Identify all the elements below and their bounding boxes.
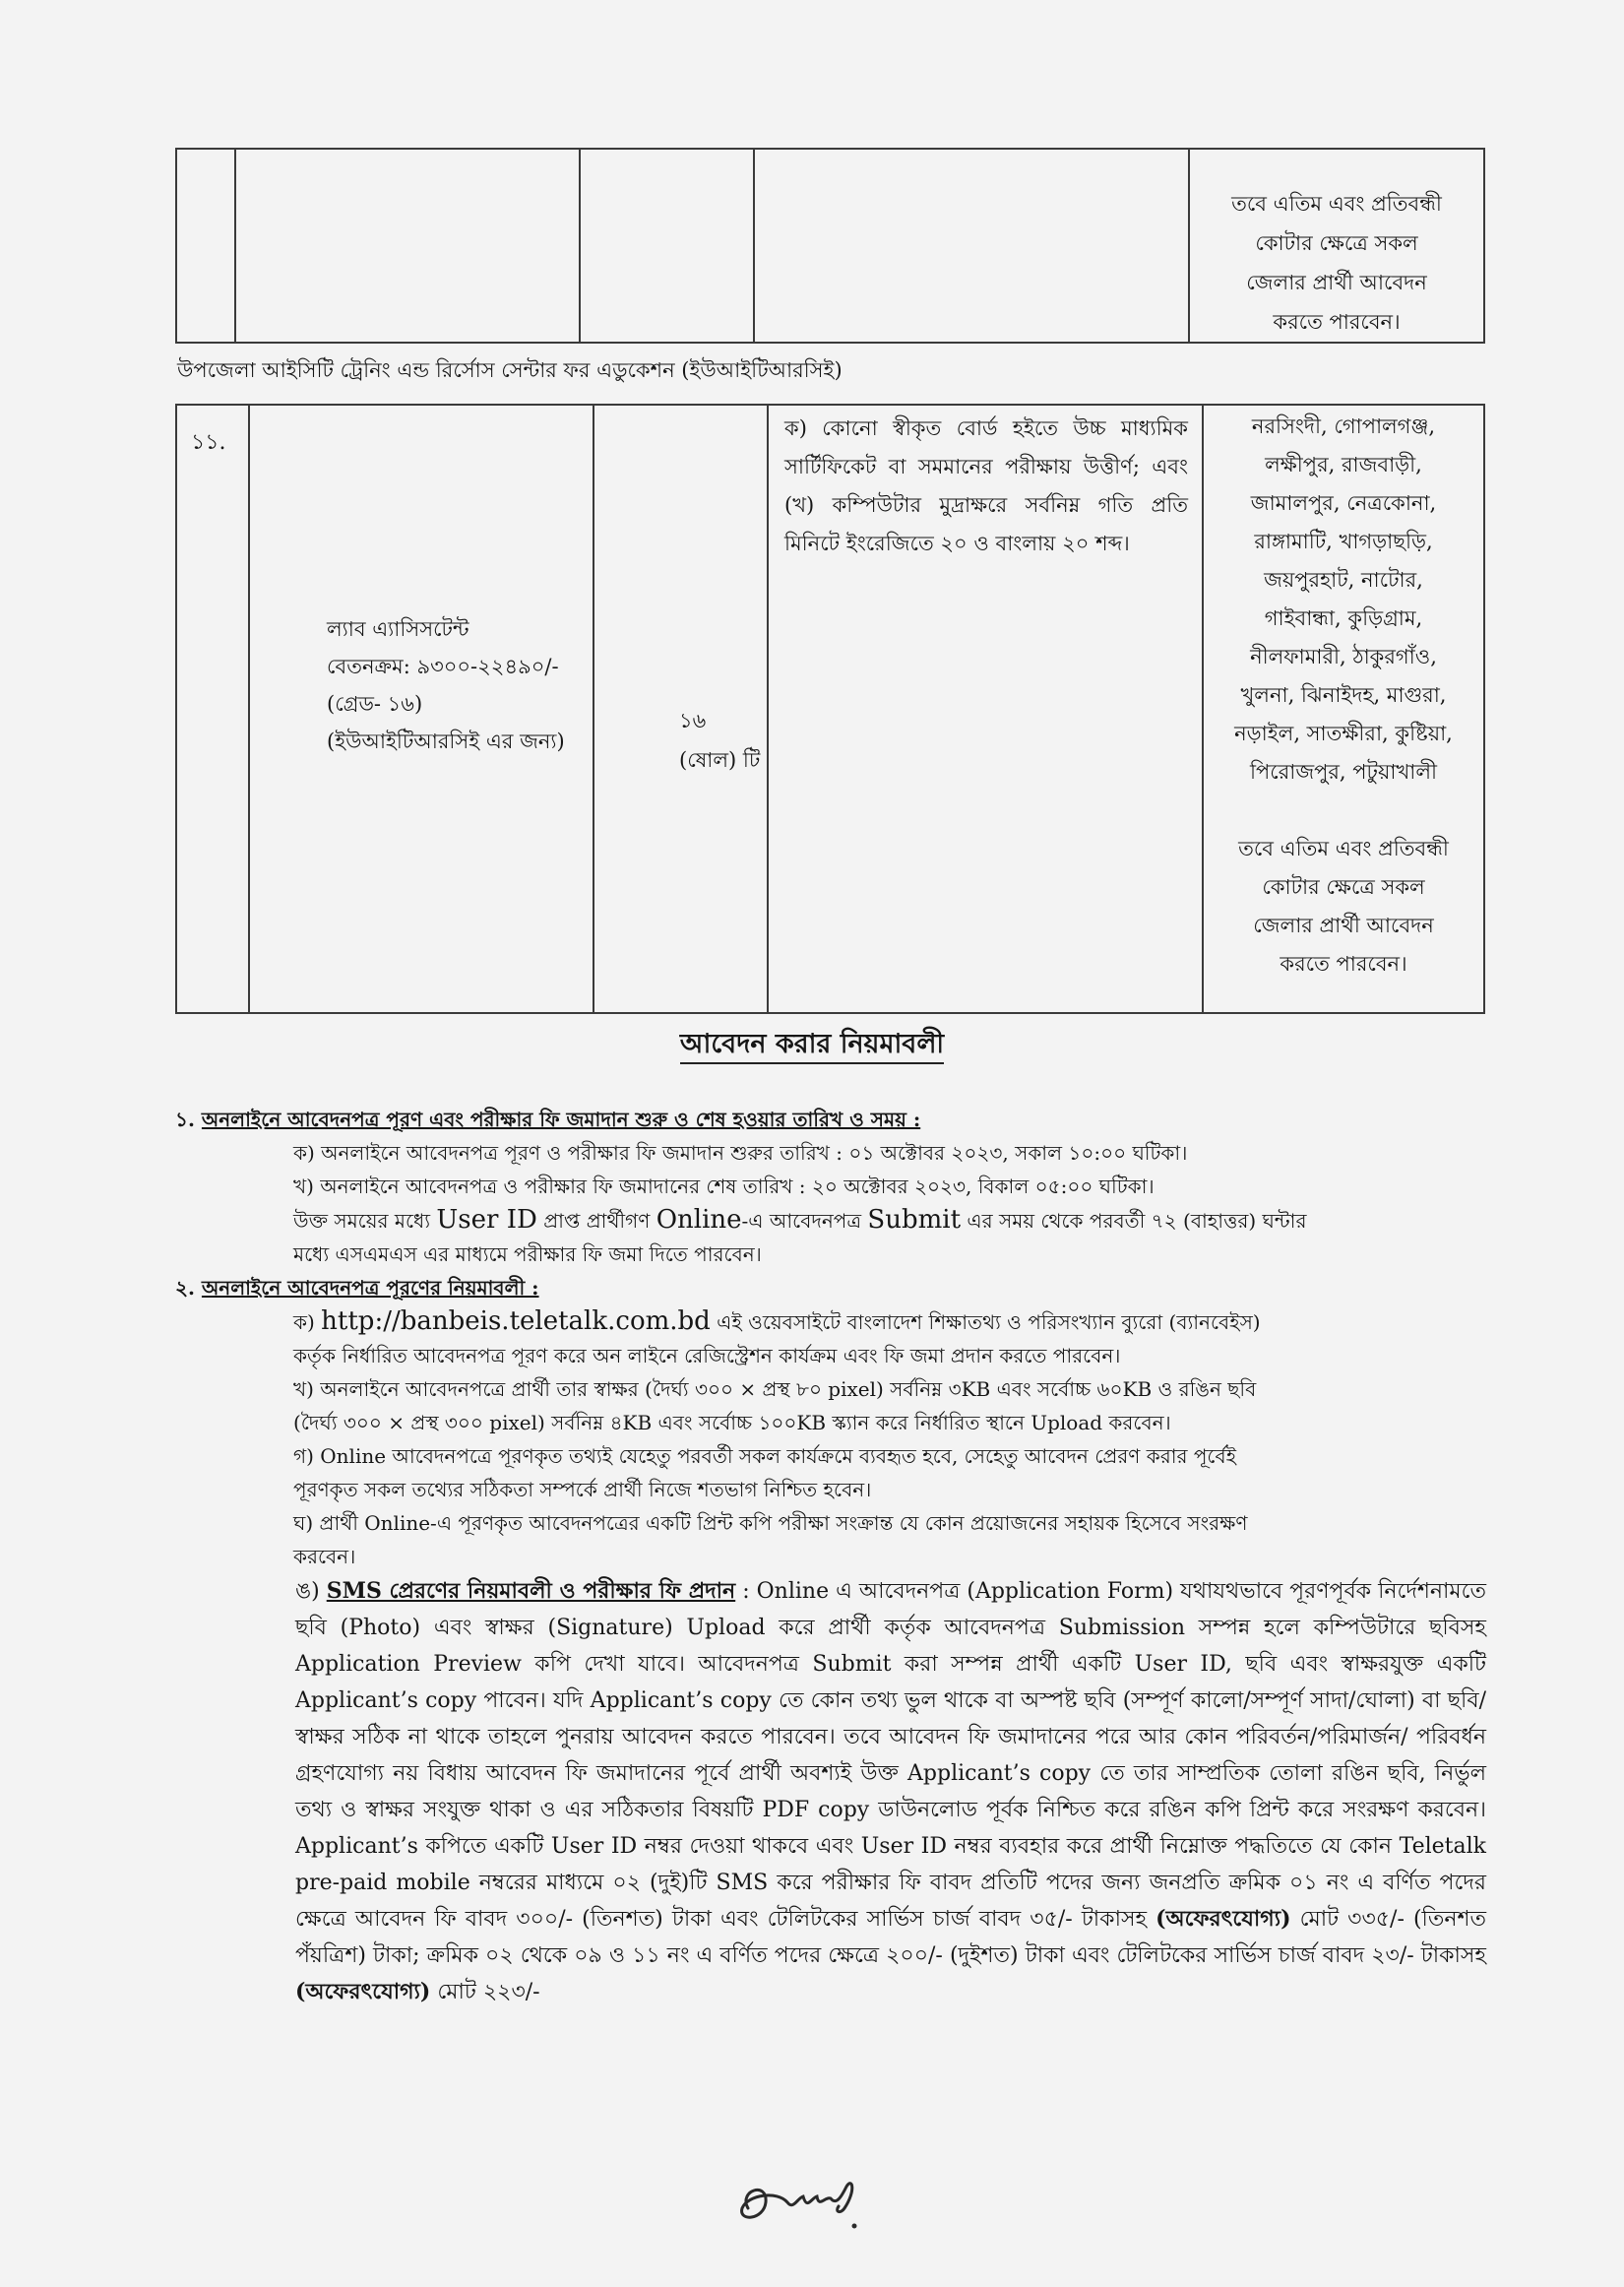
qualification-cell: ক) কোনো স্বীকৃত বোর্ড হইতে উচ্চ মাধ্যমিক সার্টিফিকেট বা সমমানের পরীক্ষায় উত্তীর্ণ; এবং (খ) কম্পিউটার মুদ্রাক্ষরে সর্বনিম্ন গতি প্রতি মিনিটে ইংরেজিতে ২০ ও বাংলায় ২০ শব্দ। [768, 405, 1203, 1013]
posts-table-continuation [175, 148, 1485, 344]
rule-1-title: ১. অনলাইনে আবেদনপত্র পূরণ এবং পরীক্ষার ফি জমাদান শুরু ও শেষ হওয়ার তারিখ ও সময় : [175, 1108, 921, 1131]
rule-2-d: ঘ) প্রার্থী Online-এ পূরণকৃত আবেদনপত্রের একটি প্রিন্ট কপি পরীক্ষা সংক্রান্ত যে কোন প্রয়োজনের সহায়ক হিসেবে সংরক্ষণ [293, 1511, 1248, 1535]
posts-table [175, 404, 1485, 1014]
district-line: নরসিংদী, গোপালগঞ্জ, [1251, 414, 1436, 438]
post-line: (ইউআইটিআরসিই এর জন্য) [327, 730, 565, 753]
note-line: তবে এতিম এবং প্রতিবন্ধী [1231, 192, 1442, 216]
district-line: খুলনা, ঝিনাইদহ, মাগুরা, [1240, 683, 1447, 707]
rule-2-a: ক) http://banbeis.teletalk.com.bd এই ওয়েবসাইটে বাংলাদেশ শিক্ষাতথ্য ও পরিসংখ্যান ব্যুরো (ব্যানবেইস) [293, 1306, 1261, 1336]
district-line: জামালপুর, নেত্রকোনা, [1250, 491, 1437, 515]
district-note [1214, 830, 1473, 984]
district-line: গাইবান্ধা, কুড়িগ্রাম, [1264, 606, 1423, 630]
rule-1-a: ক) অনলাইনে আবেদনপত্র পূরণ ও পরীক্ষার ফি জমাদান শুরুর তারিখ : ০১ অক্টোবর ২০২৩, সকাল ১০:০০ ঘটিকা। [293, 1141, 1188, 1165]
rule-2-a-cont: কর্তৃক নির্ধারিত আবেদনপত্র পূরণ করে অন লাইনে রেজিস্ট্রেশন কার্যক্রম এবং ফি জমা প্রদান করতে পারবেন। [293, 1344, 1121, 1367]
note-line: করতে পারবেন। [1273, 310, 1401, 334]
note-line: তবে এতিম এবং প্রতিবন্ধী [1238, 837, 1449, 860]
note-line: কোটার ক্ষেত্রে সকল [1262, 875, 1425, 899]
note-line: করতে পারবেন। [1280, 952, 1407, 976]
post-line: (গ্রেড- ১৬) [327, 692, 423, 716]
serial-cell [176, 149, 235, 343]
count-cell [580, 149, 754, 343]
district-line: পিরোজপুর, পটুয়াখালী [1250, 760, 1437, 784]
rule-2-c-cont: পূরণকৃত সকল তথ্যের সঠিকতা সম্পর্কে প্রার্থী নিজে শতভাগ নিশ্চিত হবেন। [293, 1478, 872, 1501]
note-line: জেলার প্রার্থী আবেদন [1253, 914, 1434, 937]
rule-2-e: ঙ) SMS প্রেরণের নিয়মাবলী ও পরীক্ষার ফি প্রদান : Online এ আবেদনপত্র (Application Form) যথাযথভাবে পূরণপূর্বক নির্দেশনামতে ছবি (Photo) এবং স্বাক্ষর (Signature) Upload করে প্রার্থী কর্তৃক আবেদনপত্র Submission সম্পন্ন হলে কম্পিউটারে ছবিসহ Application Preview কপি দেখা যাবে। আবেদনপত্র Submit করা সম্পন্ন প্রার্থী একটি User ID, ছবি এবং স্বাক্ষরযুক্ত একটি Applicant’s copy পাবেন। যদি Applicant’s copy তে কোন তথ্য ভুল থাকে বা অস্পষ্ট ছবি (সম্পূর্ণ কালো/সম্পূর্ণ সাদা/ঘোলা) বা ছবি/স্বাক্ষর সঠিক না থাকে তাহলে পুনরায় আবেদন করতে পারবেন। তবে আবেদন ফি জমাদানের পরে আর কোন পরিবর্তন/পরিমার্জন/ পরিবর্ধন গ্রহণযোগ্য নয় বিধায় আবেদন ফি জমাদানের পূর্বে প্রার্থী অবশ্যই উক্ত Applicant’s copy তে তার সাম্প্রতিক তোলা রঙিন ছবি, নির্ভুল তথ্য ও স্বাক্ষর সংযুক্ত থাকা ও এর সঠিকতার বিষয়টি PDF copy ডাউনলোড পূর্বক নিশ্চিত করে রঙিন কপি প্রিন্ট করে সংরক্ষণ করবেন। Applicant’s কপিতে একটি User ID নম্বর দেওয়া থাকবে এবং User ID নম্বর ব্যবহার করে প্রার্থী নিম্নোক্ত পদ্ধতিতে যে কোন Teletalk pre-paid mobile নম্বরের মাধ্যমে ০২ (দুই)টি SMS করে পরীক্ষার ফি বাবদ প্রতিটি পদের জন্য জনপ্রতি ক্রমিক ০১ নং এ বর্ণিত পদের ক্ষেত্রে আবেদন ফি বাবদ ৩০০/- (তিনশত) টাকা এবং টেলিটকের সার্ভিস চার্জ বাবদ ৩৫/- টাকাসহ (অফেরৎযোগ্য) মোট ৩৩৫/- (তিনশত পঁয়ত্রিশ) টাকা; ক্রমিক ০২ থেকে ০৯ ও ১১ নং এ বর্ণিত পদের ক্ষেত্রে ২০০/- (দুইশত) টাকা এবং টেলিটকের সার্ভিস চার্জ বাবদ ২৩/- টাকাসহ (অফেরৎযোগ্য) মোট ২২৩/- [295, 1578, 1487, 2004]
rule-1-b: খ) অনলাইনে আবেদনপত্র ও পরীক্ষার ফি জমাদানের শেষ তারিখ : ২০ অক্টোবর ২০২৩, বিকাল ০৫:০০ ঘটিকা। [293, 1175, 1155, 1198]
rules-body [175, 1103, 1486, 2010]
sms-rules-title: SMS প্রেরণের নিয়মাবলী ও পরীক্ষার ফি প্রদান [326, 1578, 736, 1604]
note-line: কোটার ক্ষেত্রে সকল [1255, 231, 1418, 255]
rule-2-b: খ) অনলাইনে আবেদনপত্রে প্রার্থী তার স্বাক্ষর (দৈর্ঘ্য ৩০০ × প্রস্থ ৮০ pixel) সর্বনিম্ন ৩KB এবং সর্বোচ্চ ৬০KB ও রঙিন ছবি [293, 1377, 1257, 1401]
rule-2-title: ২. অনলাইনে আবেদনপত্র পূরণের নিয়মাবলী : [175, 1276, 539, 1300]
district-line: নড়াইল, সাতক্ষীরা, কুষ্টিয়া, [1234, 722, 1453, 745]
post-cell [249, 405, 593, 1013]
website-link[interactable]: http://banbeis.teletalk.com.bd [321, 1306, 711, 1336]
qualification-cell [754, 149, 1189, 343]
count-cell: ১৬ (ষোল) টি [593, 405, 768, 1013]
table-row [176, 405, 1484, 1013]
district-cell [1203, 405, 1484, 1013]
section-label: উপজেলা আইসিটি ট্রেনিং এন্ড রির্সোস সেন্টার ফর এডুকেশন (ইউআইটিআরসিই) [177, 358, 843, 382]
signature-image [709, 2151, 925, 2240]
note-line: জেলার প্রার্থী আবেদন [1246, 271, 1427, 294]
post-line: ল্যাব এ্যাসিসটেন্ট [327, 617, 469, 641]
district-note-cell [1189, 149, 1484, 343]
rule-2-b-cont: (দৈর্ঘ্য ৩০০ × প্রস্থ ৩০০ pixel) সর্বনিম্ন ৪KB এবং সর্বোচ্চ ১০০KB স্ক্যান করে নির্ধারিত স্থানে Upload করবেন। [293, 1411, 1171, 1434]
serial-cell: ১১. [176, 405, 249, 1013]
post-line: বেতনক্রম: ৯৩০০-২২৪৯০/- [327, 655, 559, 678]
rule-2-c: গ) Online আবেদনপত্রে পূরণকৃত তথ্যই যেহেতু পরবর্তী সকল কার্যক্রমে ব্যবহৃত হবে, সেহেতু আবেদন প্রেরণ করার পূর্বেই [293, 1444, 1237, 1468]
rule-1-c: উক্ত সময়ের মধ্যে User ID প্রাপ্ত প্রার্থীগণ Online-এ আবেদনপত্র Submit এর সময় থেকে পরবর্তী ৭২ (বাহাত্তর) ঘন্টার [293, 1205, 1307, 1235]
rule-2-d-cont: করবেন। [293, 1545, 356, 1568]
district-line: লক্ষীপুর, রাজবাড়ী, [1265, 453, 1422, 476]
post-cell [235, 149, 580, 343]
district-line: নীলফামারী, ঠাকুরগাঁও, [1250, 645, 1437, 668]
rule-1-c-cont: মধ্যে এসএমএস এর মাধ্যমে পরীক্ষার ফি জমা দিতে পারবেন। [293, 1242, 762, 1266]
rules-heading: আবেদন করার নিয়মাবলী [0, 1024, 1624, 1068]
district-line: জয়পুরহাট, নাটোর, [1264, 568, 1423, 592]
district-line: রাঙ্গামাটি, খাগড়াছড়ি, [1254, 530, 1433, 553]
